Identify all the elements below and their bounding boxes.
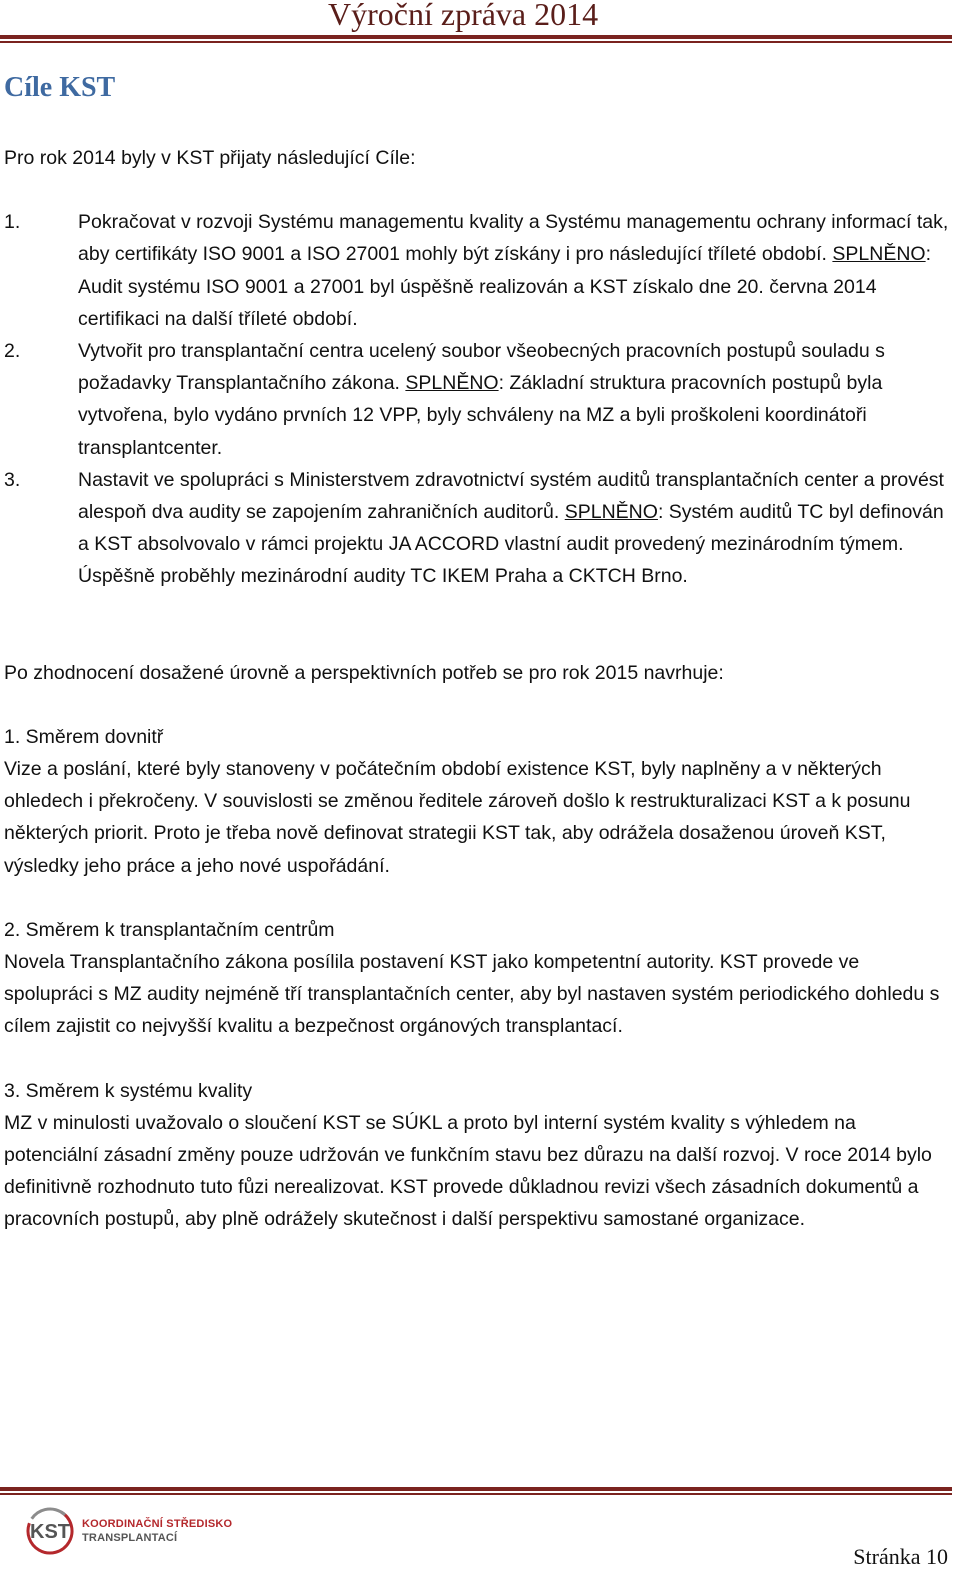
direction-heading: 2. Směrem k transplantačním centrům [4, 918, 335, 941]
direction-text: Vize a poslání, které byly stanoveny v počátečním období existence KST, byly naplněny a v některých ohledech i překročeny. V souvislosti se změnou ředitele zároveň došlo k restrukturalizaci KST a k posunu některých priorit. Proto je třeba nově definovat strategii KST tak, aby odrážela dosaženou úroveň KST, výsledky jeho práce a jeho nové uspořádání. [4, 758, 911, 877]
direction-heading: 1. Směrem dovnitř [4, 725, 164, 748]
goal-item [4, 335, 949, 464]
report-title: Výroční zpráva 2014 [328, 0, 599, 32]
goal-number: 3. [4, 468, 21, 491]
intro-text: Pro rok 2014 byly v KST přijaty následující Cíle: [4, 147, 416, 169]
header-rule [0, 35, 952, 39]
kst-logo-icon [24, 1505, 76, 1557]
goal-body [78, 464, 949, 593]
goal-number: 1. [4, 211, 21, 234]
goal-body [78, 335, 949, 464]
goal-status: SPLNĚNO [832, 243, 926, 266]
direction-text: Novela Transplantačního zákona posílila postavení KST jako kompetentní autority. KST provede ve spolupráci s MZ audity nejméně tří transplantačních center, aby byl nastaven systém periodického dohledu s cílem zajistit co nejvyšší kvalitu a bezpečnost orgánových transplantací. [4, 951, 940, 1038]
page-number: Stránka 10 [853, 1544, 948, 1569]
proposal-intro: Po zhodnocení dosažené úrovně a perspektivních potřeb se pro rok 2015 navrhuje: [4, 661, 724, 684]
goal-number: 2. [4, 340, 21, 363]
direction-text: MZ v minulosti uvažovalo o sloučení KST se SÚKL a proto byl interní systém kvality s výhledem na potenciální zásadní změny pouze udržován ve funkčním stavu bez důrazu na další rozvoj. V roce 2014 bylo definitivně rozhodnuto tuto fůzi nerealizovat. KST provede důkladnou revizi všech zásadních dokumentů a pracovních postupů, aby plně odrážely skutečnost i další perspektivu samostané organizace. [4, 1111, 932, 1231]
goal-item [4, 464, 949, 593]
goal-result: : Systém auditů TC byl definován a KST absolvovalo v rámci projektu JA ACCORD vlastní audit provedený mezinárodním týmem. Úspěšně proběhly mezinárodní audity TC IKEM Praha a CKTCH Brno. [78, 501, 944, 588]
goal-text: Vytvořit pro transplantační centra ucelený soubor všeobecných pracovních postupů souladu s požadavky Transplantačního zákona. [78, 340, 885, 395]
section-heading: Cíle KST [4, 72, 116, 103]
goal-body [78, 206, 949, 335]
footer-rule-thin [0, 1493, 952, 1495]
kst-logo [24, 1505, 232, 1557]
header-rule-thin [0, 41, 952, 43]
direction-heading: 3. Směrem k systému kvality [4, 1079, 253, 1102]
goal-status: SPLNĚNO [564, 501, 658, 524]
logo-mark-text: KST [30, 1521, 70, 1543]
footer-rule [0, 1487, 952, 1491]
logo-line-1: KOORDINAČNÍ STŘEDISKO [82, 1518, 233, 1530]
logo-text [82, 1517, 232, 1545]
document-body [4, 142, 949, 1236]
logo-line-2: TRANSPLANTACÍ [82, 1532, 178, 1544]
goal-result: : Audit systému ISO 9001 a 27001 byl úspěšně realizován a KST získalo dne 20. června 2014 certifikaci na další tříleté období. [78, 243, 932, 330]
goal-text: Pokračovat v rozvoji Systému managementu kvality a Systému managementu ochrany informací tak, aby certifikáty ISO 9001 a ISO 27001 mohly být získány i pro následující tříleté období. [78, 211, 949, 266]
goal-text: Nastavit ve spolupráci s Ministerstvem zdravotnictví systém auditů transplantačních center a provést alespoň dva audity se zapojením zahraničních auditorů. [78, 468, 944, 524]
goal-status: SPLNĚNO [405, 372, 499, 395]
goal-item [4, 206, 949, 335]
goal-result: : Základní struktura pracovních postupů byla vytvořena, bylo vydáno prvních 12 VPP, byly schváleny na MZ a byli proškoleni koordinátoři transplantcenter. [78, 372, 883, 459]
